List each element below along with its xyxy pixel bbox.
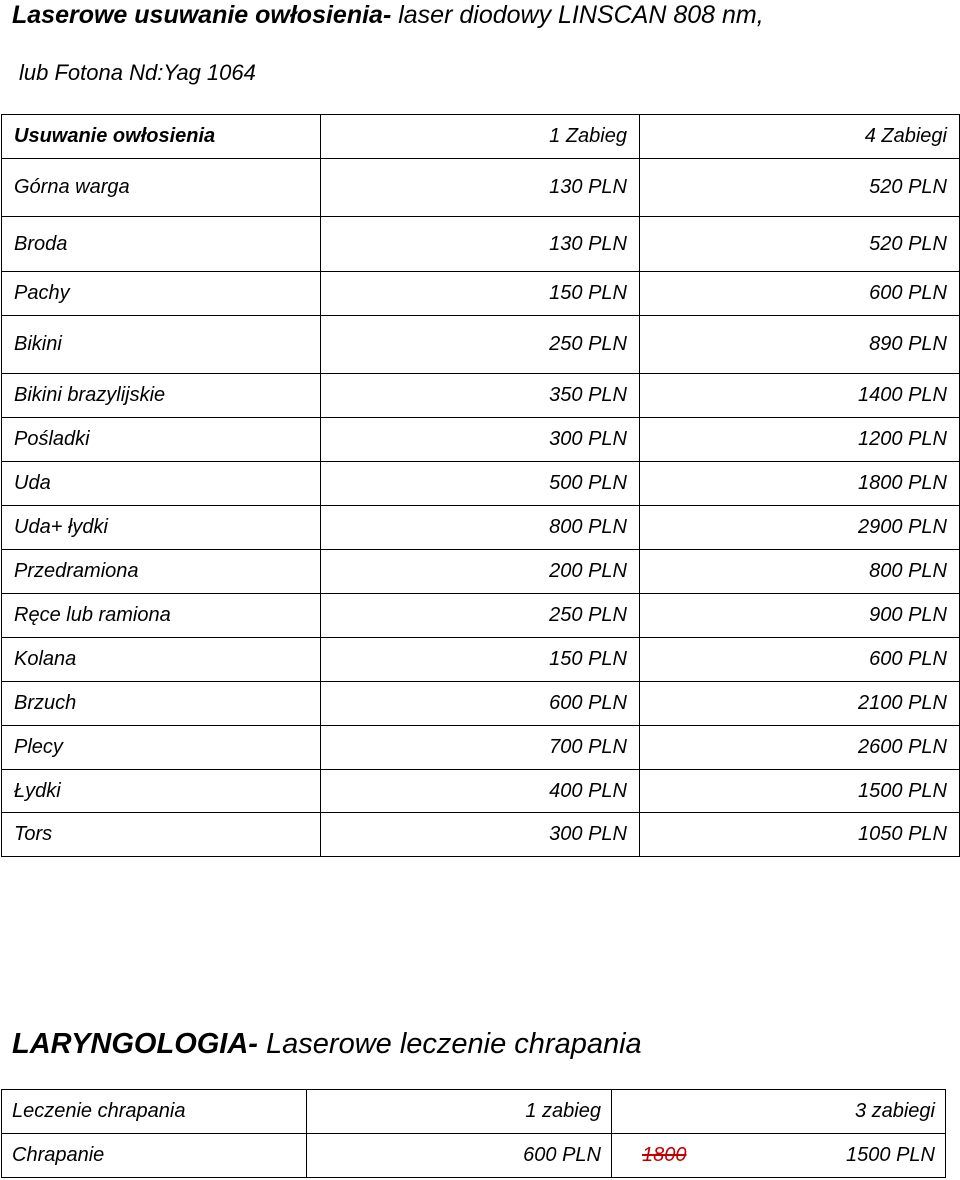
header-three-treatments: 3 zabiegi — [612, 1090, 946, 1134]
price-four-sessions: 1400 PLN — [640, 374, 960, 418]
service-name: Chrapanie — [2, 1134, 307, 1178]
title-rest: laser diodowy LINSCAN 808 nm, — [391, 1, 764, 29]
section-title-bold: LARYNGOLOGIA- — [12, 1028, 258, 1060]
price-one-session: 400 PLN — [321, 770, 640, 813]
price-four-sessions: 1500 PLN — [640, 770, 960, 813]
price-four-sessions: 600 PLN — [640, 272, 960, 316]
service-name: Tors — [2, 813, 321, 857]
page-title — [12, 0, 952, 32]
table-row — [2, 217, 960, 272]
price-four-sessions: 1200 PLN — [640, 418, 960, 462]
price-one-session: 600 PLN — [321, 682, 640, 726]
header-four-sessions: 4 Zabiegi — [640, 115, 960, 159]
table-row — [2, 272, 960, 316]
service-name: Brzuch — [2, 682, 321, 726]
service-name: Łydki — [2, 770, 321, 813]
price-one-session: 130 PLN — [321, 159, 640, 217]
price-one-session: 700 PLN — [321, 726, 640, 770]
service-name: Uda — [2, 462, 321, 506]
table-header-row — [2, 115, 960, 159]
price-four-sessions: 2900 PLN — [640, 506, 960, 550]
service-name: Uda+ łydki — [2, 506, 321, 550]
price-one-session: 300 PLN — [321, 418, 640, 462]
table-row — [2, 770, 960, 813]
header-one-session: 1 Zabieg — [321, 115, 640, 159]
table-row — [2, 316, 960, 374]
table-row — [2, 813, 960, 857]
price-three-sessions: 1500 PLN — [846, 1144, 935, 1166]
table-row — [2, 374, 960, 418]
title-bold: Laserowe usuwanie owłosienia- — [12, 1, 392, 29]
service-name: Plecy — [2, 726, 321, 770]
old-price-strikethrough: 1800 — [642, 1144, 687, 1166]
price-one-session: 150 PLN — [321, 272, 640, 316]
service-name: Ręce lub ramiona — [2, 594, 321, 638]
price-four-sessions: 900 PLN — [640, 594, 960, 638]
header-treatment: Leczenie chrapania — [2, 1090, 307, 1134]
price-four-sessions: 800 PLN — [640, 550, 960, 594]
price-one-session: 300 PLN — [321, 813, 640, 857]
service-name: Bikini brazylijskie — [2, 374, 321, 418]
table-row — [2, 638, 960, 682]
price-four-sessions: 1050 PLN — [640, 813, 960, 857]
service-name: Pośladki — [2, 418, 321, 462]
table-row — [2, 682, 960, 726]
price-four-sessions: 520 PLN — [640, 217, 960, 272]
table-header-row — [2, 1090, 946, 1134]
price-one-session: 250 PLN — [321, 594, 640, 638]
table-row — [2, 550, 960, 594]
price-one-session: 350 PLN — [321, 374, 640, 418]
price-four-sessions: 1800 PLN — [640, 462, 960, 506]
header-one-treatment: 1 zabieg — [307, 1090, 612, 1134]
price-one-session: 150 PLN — [321, 638, 640, 682]
price-one-session: 800 PLN — [321, 506, 640, 550]
price-one-session: 130 PLN — [321, 217, 640, 272]
price-four-sessions: 890 PLN — [640, 316, 960, 374]
table-row — [2, 418, 960, 462]
page-subtitle: lub Fotona Nd:Yag 1064 — [19, 60, 256, 85]
price-three-sessions-cell — [612, 1134, 946, 1178]
service-name: Bikini — [2, 316, 321, 374]
header-service: Usuwanie owłosienia — [2, 115, 321, 159]
service-name: Górna warga — [2, 159, 321, 217]
price-four-sessions: 520 PLN — [640, 159, 960, 217]
table-row — [2, 159, 960, 217]
price-four-sessions: 600 PLN — [640, 638, 960, 682]
service-name: Przedramiona — [2, 550, 321, 594]
price-one-session: 200 PLN — [321, 550, 640, 594]
price-one-session: 500 PLN — [321, 462, 640, 506]
price-one-session: 250 PLN — [321, 316, 640, 374]
price-four-sessions: 2100 PLN — [640, 682, 960, 726]
table-row — [2, 594, 960, 638]
section-title-laryngology — [12, 1024, 642, 1064]
hair-removal-price-table — [1, 114, 960, 857]
table-row — [2, 726, 960, 770]
price-one-session: 600 PLN — [307, 1134, 612, 1178]
snoring-price-table — [1, 1089, 946, 1178]
price-four-sessions: 2600 PLN — [640, 726, 960, 770]
section-title-rest: Laserowe leczenie chrapania — [257, 1028, 642, 1060]
service-name: Broda — [2, 217, 321, 272]
table-row — [2, 506, 960, 550]
table-row — [2, 462, 960, 506]
table-row — [2, 1134, 946, 1178]
service-name: Pachy — [2, 272, 321, 316]
service-name: Kolana — [2, 638, 321, 682]
